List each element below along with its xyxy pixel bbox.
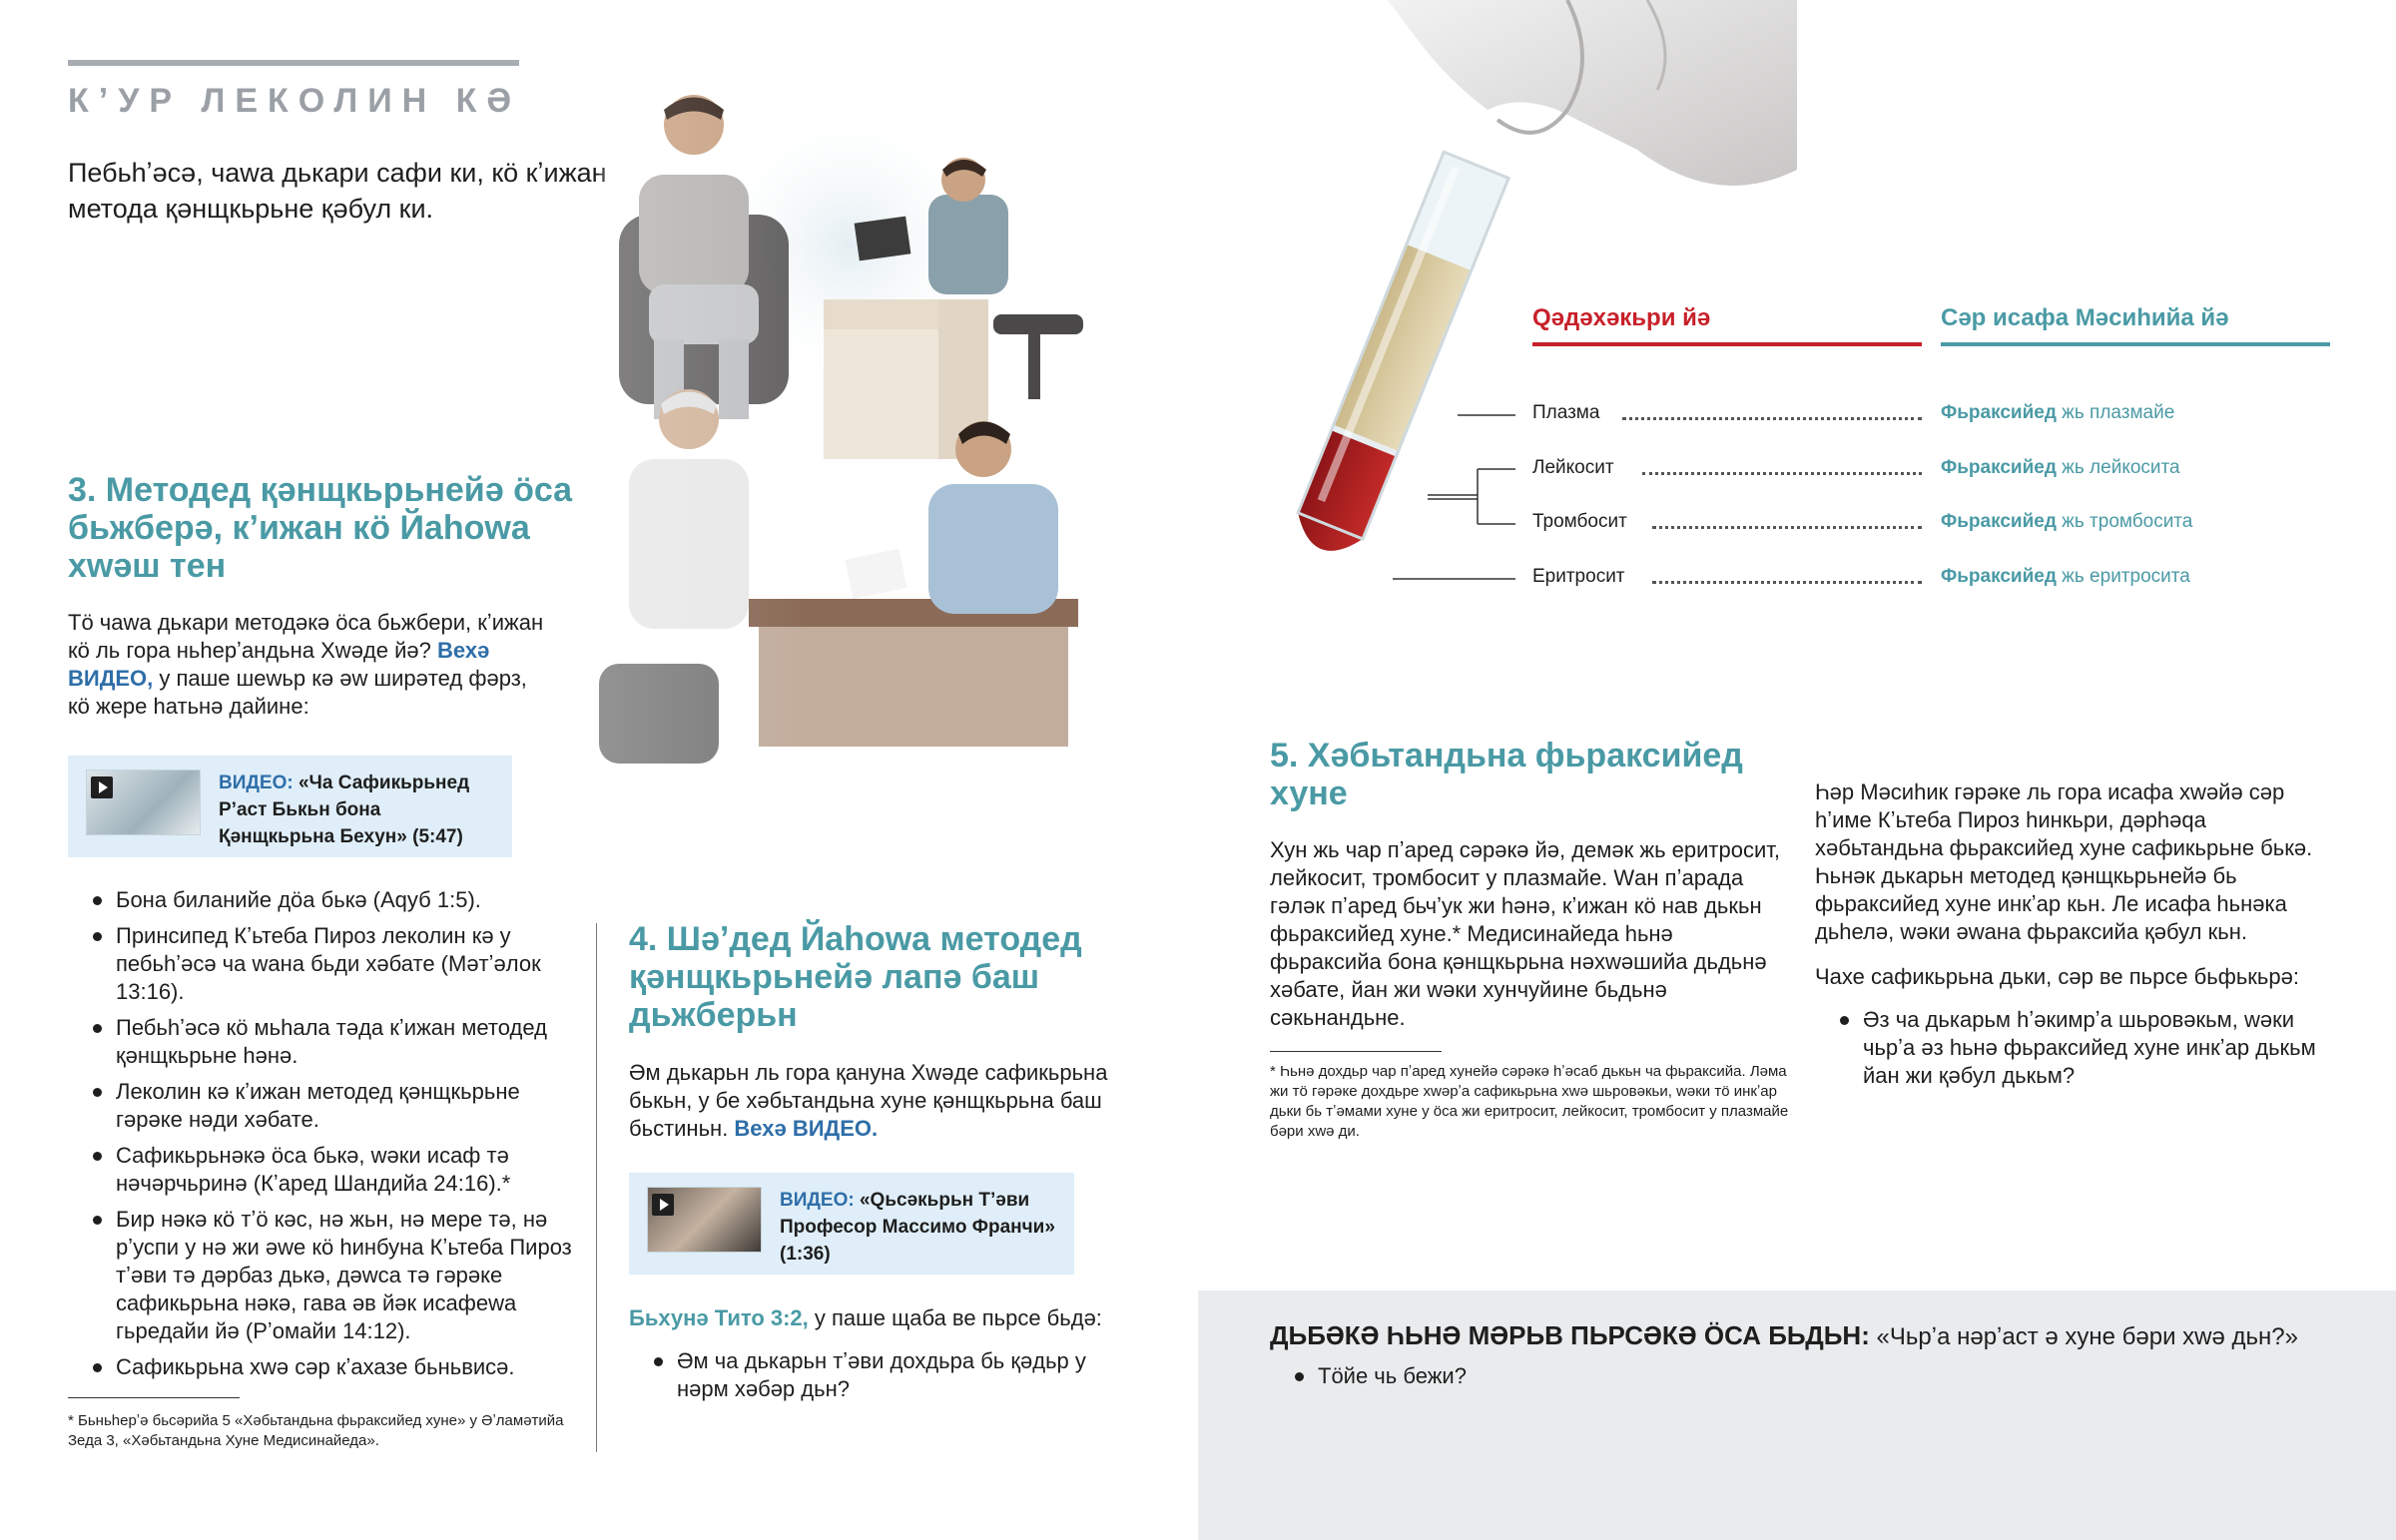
leader-dots xyxy=(1652,581,1922,584)
list-item: Бона биланийе дӧа бькә (Aqуб 1:5). xyxy=(68,886,587,914)
list-item: Сафикьрьна хwә сәр кʼахазе бьньвисә. xyxy=(68,1353,587,1381)
video-title: «Qьсәкьрьн Тʼәви Професор Массимо Франчи» (1:36) xyxy=(780,1190,1055,1265)
video-card-choices[interactable] xyxy=(68,756,512,857)
kicker-title: КʼУР ЛЕКОЛИН КӘ xyxy=(68,82,522,120)
video-caption xyxy=(219,770,494,850)
video-label: ВИДЕО: xyxy=(219,772,294,793)
fraction-label: Фьраксийед жь лейкосита xyxy=(1941,457,2180,478)
section4-paragraph xyxy=(629,1059,1128,1143)
video-thumbnail[interactable] xyxy=(647,1187,762,1253)
list-item: Принсипед Кʼьтеба Пироз леколин кә у пебьһʼәсә ча wана бьди хәбате (Мәтʼәлок 13:16). xyxy=(68,922,587,1006)
blood-component-label: Еритросит xyxy=(1532,566,1625,587)
consultation-illustration xyxy=(599,85,1118,828)
list-item: Бир нәкә кӧ тʼӧ кәс, нә жьн, нә мере тә, нә рʼуспи у нә жи әwе кӧ һинбуна Кʼьтеба Пироз тʼәви тә дәрбаз дькә, дәwса тә гәрәке сафикьрьна нәкә, гава әв йәк исафеwа гьредайи йә (Рʼомайи 14:12). xyxy=(68,1206,587,1345)
section3-paragraph-text: Тӧ чаwа дькари методәкә ӧса бьжбери, кʼижан кӧ ль гора ньһерʼандьна Хwәде йә? xyxy=(68,610,544,663)
footnote-left: * Бьньһерʼә бьсәрийа 5 «Хәбьтандьна фьраксийед хуне» у Әʼламәтийа Зеда 3, «Хәбьтандьна Хуне Медисинайеда». xyxy=(68,1412,564,1449)
section3-heading: 3. Методед қәнщкьрьнейә ӧса бьжберә, кʼижан кӧ Йаһоwа хwәш тен xyxy=(68,471,573,585)
fraction-label: Фьраксийед жь тромбосита xyxy=(1941,511,2193,532)
question-prompt-caps: ДЬБӘКӘ ҺЬНӘ МӘРЬВ ПЬРСӘКӘ ӦСА БЬДЬН: xyxy=(1270,1320,1870,1350)
question-text: «Чьрʼа нәрʼаст ә хуне бәри хwә дьн?» xyxy=(1869,1323,2298,1350)
video-thumbnail[interactable] xyxy=(86,770,201,835)
list-item: Әм ча дькарьн тʼәви дохдьра бь қәдьр у нәрм хәбәр дьн? xyxy=(629,1347,1128,1403)
blood-component-label: Плазма xyxy=(1532,402,1600,423)
list-item: Пебьһʼәсә кӧ мьһала тәда кʼижан методед қәнщкьрьне һәнә. xyxy=(68,1014,587,1070)
conscience-column-header: Сәр исафа Мәсиһийа йә xyxy=(1941,304,2330,346)
footnote-right: * Һьнә дохдьр чар пʼаред хунейә сәрәкә һʼәсаб дькьн ча фьраксийа. Ләма жи тӧ гәрәке дохдьре хwәрʼа сафикьрьна хwә шьровәкьи, wәки тӧ инкʼар дьки бь тʼәмами хуне у ӧса жи еритросит, лейкосит, тромбосит у плазмайе бәри хwә ди. xyxy=(1270,1063,1789,1140)
top-rule xyxy=(68,60,519,66)
section5-bullet-list xyxy=(1815,1006,2334,1098)
section5-paragraph-2: Һәр Мәсиһик гәрәке ль гора исафа хwәйә сәр һʼиме Кʼьтеба Пироз һинкьри, дәрһәqа хәбьтандьна фьраксийед хуне сафикьрьне бькә. Һьнәк дькарьн методед қәнщкьрьнейә бь фьраксийед хуне инкʼар кьн. Ле исафа һьнәка дьһелә, wәки әwана фьраксийа қәбул кьн. xyxy=(1815,779,2313,944)
question-prompt xyxy=(1270,1319,2368,1353)
blood-component-label: Тромбосит xyxy=(1532,511,1627,532)
intro-text: Пебьһʼәсә, чаwа дькари сафи ки, кӧ кʼижан метода қәнщкьрьне қәбул ки. xyxy=(68,158,607,224)
video-caption xyxy=(780,1187,1056,1268)
play-icon xyxy=(91,776,113,798)
question-bullet-list xyxy=(1270,1362,2069,1398)
fraction-label: Фьраксийед жь еритросита xyxy=(1941,566,2190,587)
prohibited-column-header: Qәдәхәкьри йә xyxy=(1532,304,1922,346)
section4-heading: 4. Шәʼдед Йаһоwа методед қәнщкьрьнейә лапә баш дьжберьн xyxy=(629,920,1082,1034)
section5-paragraph: Хун жь чар пʼаред сәрәкә йә, демәк жь еритросит, лейкосит, тромбосит у плазмайе. Wан пʼарада гәләк пʼаред бьчʼук жи һәнә, кʼижан кӧ нав дькьн фьраксийед хуне.* Медисинайеда һьнә фьраксийа бона қәнщкьрьна нәхwәшийа дьдьнә хәбате, йан жи wәки хунчуйине бьдьнә сәкьнандьне. xyxy=(1270,837,1780,1030)
list-item: Леколин кә кʼижан методед қәнщкьрьне гәрәке нәди хәбате. xyxy=(68,1078,587,1134)
list-item: Әз ча дькарьм һʼәкимрʼа шьровәкьм, wәки чьрʼа әз һьнә фьраксийед хуне инкʼар дькьм йан жи қәбул дькьм? xyxy=(1815,1006,2334,1090)
column-divider xyxy=(596,923,597,1452)
section3-paragraph xyxy=(68,609,547,721)
section3-bullet-list xyxy=(68,886,587,1389)
video-label: ВИДЕО: xyxy=(780,1190,855,1211)
video-link[interactable]: Вехә ВИДЕО, xyxy=(68,638,490,691)
footnote-rule xyxy=(1270,1051,1442,1052)
video-card-interview[interactable] xyxy=(629,1173,1074,1275)
play-icon xyxy=(652,1194,674,1216)
leader-dots xyxy=(1622,417,1922,420)
scripture-reference[interactable]: Бьхунә Тито 3:2, xyxy=(629,1305,809,1330)
footnote-rule xyxy=(68,1397,240,1398)
scripture-prompt xyxy=(629,1304,1148,1332)
section3-paragraph-tail: у паше шеwьр кә әw ширәтед фәрз, кӧ жере һатьнә дайине: xyxy=(68,666,527,719)
scripture-prompt-tail: у паше щаба ве пьрсе бьдә: xyxy=(808,1305,1102,1330)
blood-component-label: Лейкосит xyxy=(1532,457,1614,478)
list-item: Тӧйе чь бежи? xyxy=(1270,1362,2069,1390)
leader-dots xyxy=(1652,526,1922,529)
leader-dots xyxy=(1642,472,1922,475)
section5-paragraph-3: Чахе сафикьрьна дьки, сәр ве пьрсе бьфькьрә: xyxy=(1815,964,2299,989)
video-title: «Ча Сафикьрьнед Рʼаст Бькьн бона Қәнщкьрьна Бехун» (5:47) xyxy=(219,772,470,847)
section5-heading: 5. Хәбьтандьна фьраксийед хуне xyxy=(1270,737,1743,812)
section4-bullet-list xyxy=(629,1347,1128,1411)
list-item: Сафикьрьнәкә ӧса бькә, wәки исаф тә нәчәрчьринә (Кʼаред Шандийа 24:16).* xyxy=(68,1142,587,1198)
section4-paragraph-text: Әм дькарьн ль гора қануна Хwәде сафикьрьна бькьн, у бе хәбьтандьна хуне қәнщкьрьна баш бьстиньн. xyxy=(629,1060,1108,1141)
video-link[interactable]: Вехә ВИДЕО. xyxy=(734,1116,879,1141)
fraction-label: Фьраксийед жь плазмайе xyxy=(1941,402,2175,423)
